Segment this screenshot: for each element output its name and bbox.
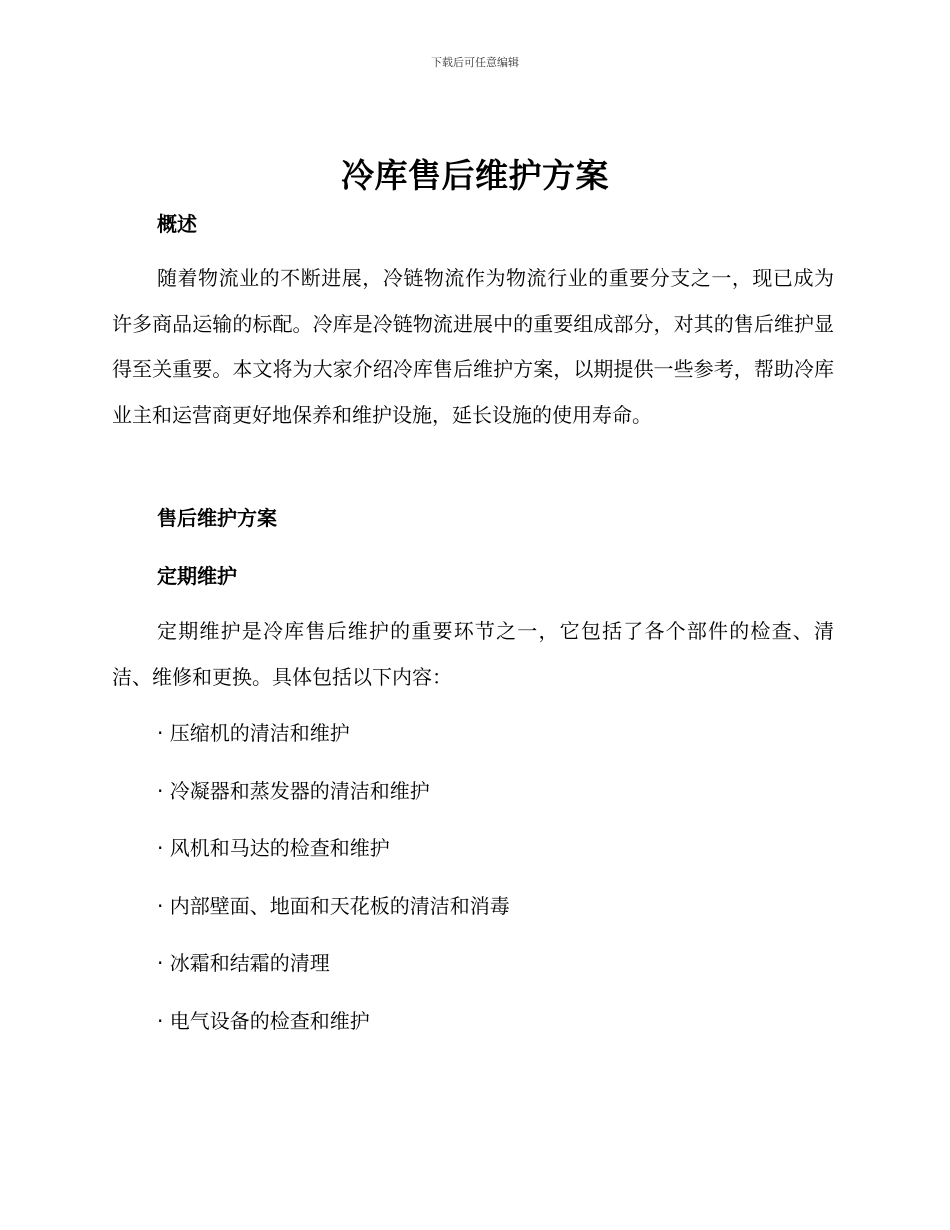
list-item: · 压缩机的清洁和维护: [157, 721, 350, 745]
list-item: · 冷凝器和蒸发器的清洁和维护: [157, 778, 430, 803]
list-item: · 风机和马达的检查和维护: [157, 836, 390, 860]
list-item: · 冰霜和结霜的清理: [157, 951, 330, 975]
regular-maintenance-heading: 定期维护: [157, 564, 237, 588]
overview-heading: 概述: [157, 212, 197, 236]
header-note: 下载后可任意编辑: [431, 56, 519, 69]
regular-maintenance-paragraph: 定期维护是冷库售后维护的重要环节之一，它包括了各个部件的检查、清洁、维修和更换。具体包括以下内容：: [112, 619, 834, 689]
plan-heading: 售后维护方案: [157, 506, 277, 530]
document-title: 冷库售后维护方案: [341, 156, 609, 195]
maintenance-list: [157, 716, 510, 1061]
overview-paragraph: 随着物流业的不断进展，冷链物流作为物流行业的重要分支之一，现已成为许多商品运输的标配。冷库是冷链物流进展中的重要组成部分，对其的售后维护显得至关重要。本文将为大家介绍冷库售后维护方案，以期提供一些参考，帮助冷库业主和运营商更好地保养和维护设施，延长设施的使用寿命。: [112, 266, 834, 427]
list-item: · 电气设备的检查和维护: [157, 1008, 370, 1033]
list-item: · 内部壁面、地面和天花板的清洁和消毒: [157, 893, 510, 918]
